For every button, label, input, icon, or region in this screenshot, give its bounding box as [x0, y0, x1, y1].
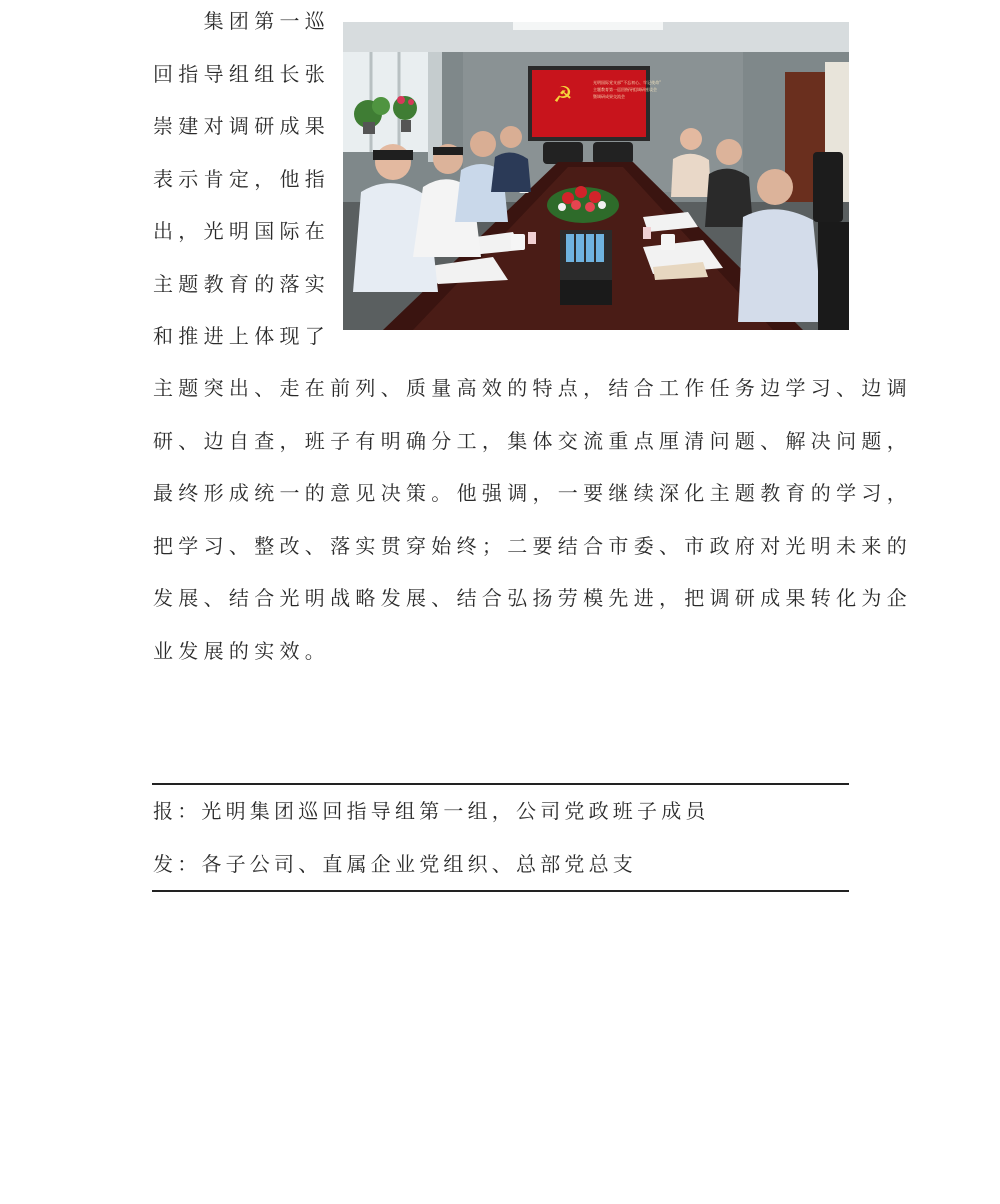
meeting-photo	[343, 22, 849, 330]
svg-text:☭: ☭	[553, 83, 573, 108]
screen-text-3: 暨调研成果交流会	[593, 94, 625, 99]
top-rule	[152, 783, 849, 785]
paragraph-line-2: 回指导组组长张	[153, 62, 331, 86]
paragraph-line-12: 发展、结合光明战略发展、结合弘扬劳模先进，把调研成果转化为企	[153, 586, 912, 610]
send-to-line: 发：各子公司、直属企业党组织、总部党总支	[153, 852, 637, 876]
bottom-rule	[152, 890, 849, 892]
paragraph-line-1: 集团第一巡	[153, 9, 331, 33]
paragraph-line-3: 崇建对调研成果	[153, 114, 331, 138]
report-to-line: 报：光明集团巡回指导组第一组，公司党政班子成员	[153, 799, 710, 823]
paragraph-line-6: 主题教育的落实	[153, 272, 331, 296]
paragraph-line-8: 主题突出、走在前列、质量高效的特点，结合工作任务边学习、边调	[153, 376, 912, 400]
paragraph-line-10: 最终形成统一的意见决策。他强调，一要继续深化主题教育的学习，	[153, 481, 912, 505]
paragraph-line-7: 和推进上体现了	[153, 324, 331, 348]
screen-text-1: 光明国际党支部“不忘初心、牢记使命”	[593, 80, 662, 85]
screen-text-2: 主题教育第一巡回指导组调研座谈会	[593, 87, 657, 92]
paragraph-line-9: 研、边自查，班子有明确分工，集体交流重点厘清问题、解决问题，	[153, 429, 912, 453]
paragraph-line-5: 出，光明国际在	[153, 219, 331, 243]
paragraph-line-11: 把学习、整改、落实贯穿始终；二要结合市委、市政府对光明未来的	[153, 534, 912, 558]
paragraph-line-4: 表示肯定，他指	[153, 167, 331, 191]
paragraph-line-13: 业发展的实效。	[153, 639, 331, 663]
